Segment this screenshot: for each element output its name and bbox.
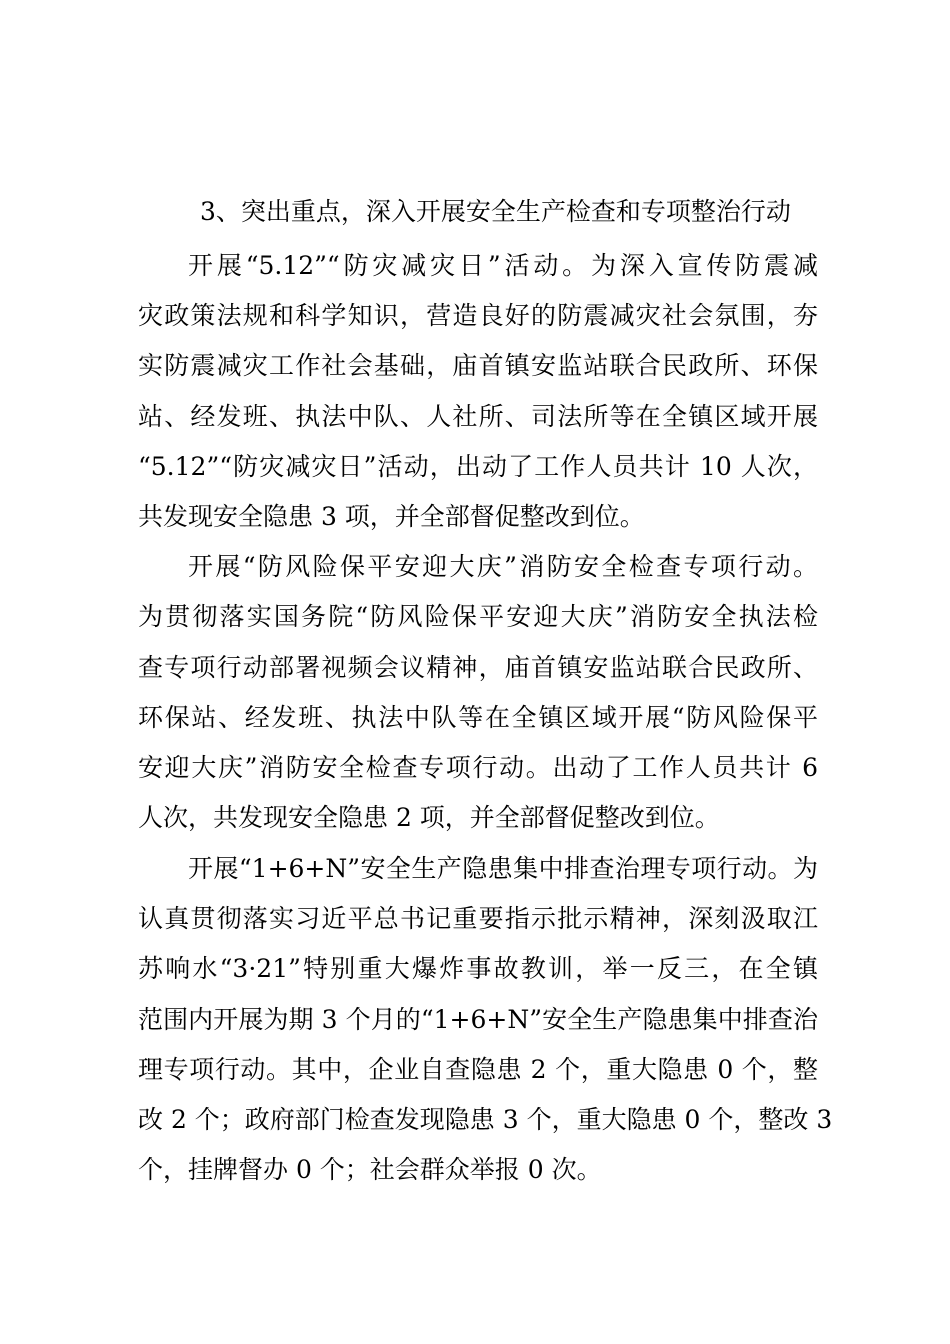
- paragraph-2-line-5: 安迎大庆”消防安全检查专项行动。出动了工作人员共计 6: [138, 753, 818, 782]
- paragraph-1-line-6: 共发现安全隐患 3 项，并全部督促整改到位。: [138, 502, 645, 531]
- paragraph-1-line-4: 站、经发班、执法中队、人社所、司法所等在全镇区域开展: [138, 402, 818, 431]
- paragraph-3-line-5: 理专项行动。其中，企业自查隐患 2 个，重大隐患 0 个，整: [138, 1055, 818, 1084]
- paragraph-2-line-2: 为贯彻落实国务院“防风险保平安迎大庆”消防安全执法检: [138, 602, 818, 631]
- paragraph-3-line-7: 个，挂牌督办 0 个；社会群众举报 0 次。: [138, 1155, 602, 1184]
- paragraph-3-line-3: 苏响水“3·21”特别重大爆炸事故教训，举一反三，在全镇: [138, 954, 818, 983]
- paragraph-2-line-4: 环保站、经发班、执法中队等在全镇区域开展“防风险保平: [138, 703, 818, 732]
- paragraph-1-line-5: “5.12”“防灾减灾日”活动，出动了工作人员共计 10 人次，: [138, 452, 818, 481]
- paragraph-1-line-1: 开展“5.12”“防灾减灾日”活动。为深入宣传防震减: [188, 251, 818, 280]
- paragraph-3-line-2: 认真贯彻落实习近平总书记重要指示批示精神，深刻汲取江: [138, 904, 818, 933]
- section-heading: 3、突出重点，深入开展安全生产检查和专项整治行动: [200, 197, 791, 226]
- paragraph-1-line-2: 灾政策法规和科学知识，营造良好的防震减灾社会氛围，夯: [138, 301, 818, 330]
- paragraph-2-line-1: 开展“防风险保平安迎大庆”消防安全检查专项行动。: [188, 552, 818, 581]
- paragraph-1-line-3: 实防震减灾工作社会基础，庙首镇安监站联合民政所、环保: [138, 351, 818, 380]
- paragraph-2-line-6: 人次，共发现安全隐患 2 项，并全部督促整改到位。: [138, 803, 720, 832]
- paragraph-3-line-1: 开展“1+6+N”安全生产隐患集中排查治理专项行动。为: [188, 854, 818, 883]
- paragraph-3-line-4: 范围内开展为期 3 个月的“1+6+N”安全生产隐患集中排查治: [138, 1005, 818, 1034]
- paragraph-2-line-3: 查专项行动部署视频会议精神，庙首镇安监站联合民政所、: [138, 653, 818, 682]
- paragraph-3-line-6: 改 2 个；政府部门检查发现隐患 3 个，重大隐患 0 个，整改 3: [138, 1105, 833, 1134]
